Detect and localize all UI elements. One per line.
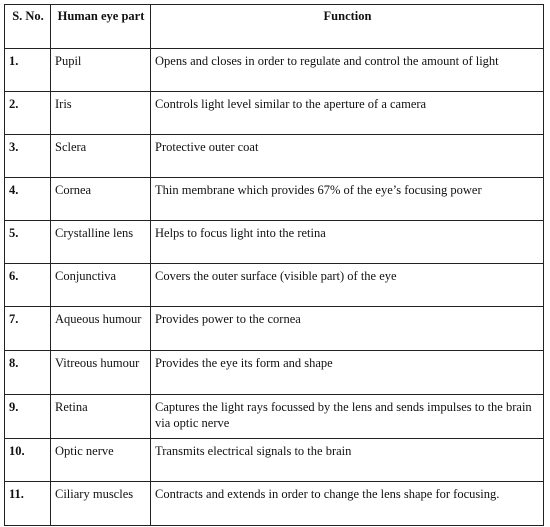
cell-part: Retina	[51, 395, 151, 439]
cell-function: Helps to focus light into the retina	[151, 221, 544, 264]
eye-parts-table	[4, 4, 544, 526]
cell-function: Transmits electrical signals to the brain	[151, 439, 544, 482]
cell-sno: 10.	[5, 439, 51, 482]
cell-part: Aqueous humour	[51, 307, 151, 351]
table-header-row	[5, 5, 544, 49]
header-part: Human eye part	[51, 5, 151, 49]
cell-sno: 4.	[5, 178, 51, 221]
table-row	[5, 351, 544, 395]
cell-sno: 11.	[5, 482, 51, 526]
cell-part: Sclera	[51, 135, 151, 178]
table-row	[5, 307, 544, 351]
cell-function: Protective outer coat	[151, 135, 544, 178]
table-row	[5, 135, 544, 178]
table-row	[5, 92, 544, 135]
table-row	[5, 264, 544, 307]
cell-part: Ciliary muscles	[51, 482, 151, 526]
cell-function: Opens and closes in order to regulate and control the amount of light	[151, 49, 544, 92]
cell-sno: 8.	[5, 351, 51, 395]
cell-part: Cornea	[51, 178, 151, 221]
header-sno: S. No.	[5, 5, 51, 49]
cell-function: Captures the light rays focussed by the lens and sends impulses to the brain via optic nerve	[151, 395, 544, 439]
cell-sno: 3.	[5, 135, 51, 178]
cell-part: Vitreous humour	[51, 351, 151, 395]
cell-sno: 7.	[5, 307, 51, 351]
cell-sno: 6.	[5, 264, 51, 307]
table-row	[5, 439, 544, 482]
cell-function: Controls light level similar to the aperture of a camera	[151, 92, 544, 135]
cell-sno: 2.	[5, 92, 51, 135]
cell-function: Thin membrane which provides 67% of the eye’s focusing power	[151, 178, 544, 221]
cell-function: Provides the eye its form and shape	[151, 351, 544, 395]
table-row	[5, 482, 544, 526]
cell-part: Iris	[51, 92, 151, 135]
cell-function: Covers the outer surface (visible part) of the eye	[151, 264, 544, 307]
cell-part: Pupil	[51, 49, 151, 92]
cell-function: Contracts and extends in order to change the lens shape for focusing.	[151, 482, 544, 526]
table-row	[5, 178, 544, 221]
cell-sno: 1.	[5, 49, 51, 92]
cell-sno: 5.	[5, 221, 51, 264]
cell-sno: 9.	[5, 395, 51, 439]
cell-part: Optic nerve	[51, 439, 151, 482]
cell-part: Crystalline lens	[51, 221, 151, 264]
table-row	[5, 395, 544, 439]
cell-part: Conjunctiva	[51, 264, 151, 307]
table-row	[5, 221, 544, 264]
table-row	[5, 49, 544, 92]
cell-function: Provides power to the cornea	[151, 307, 544, 351]
header-function: Function	[151, 5, 544, 49]
